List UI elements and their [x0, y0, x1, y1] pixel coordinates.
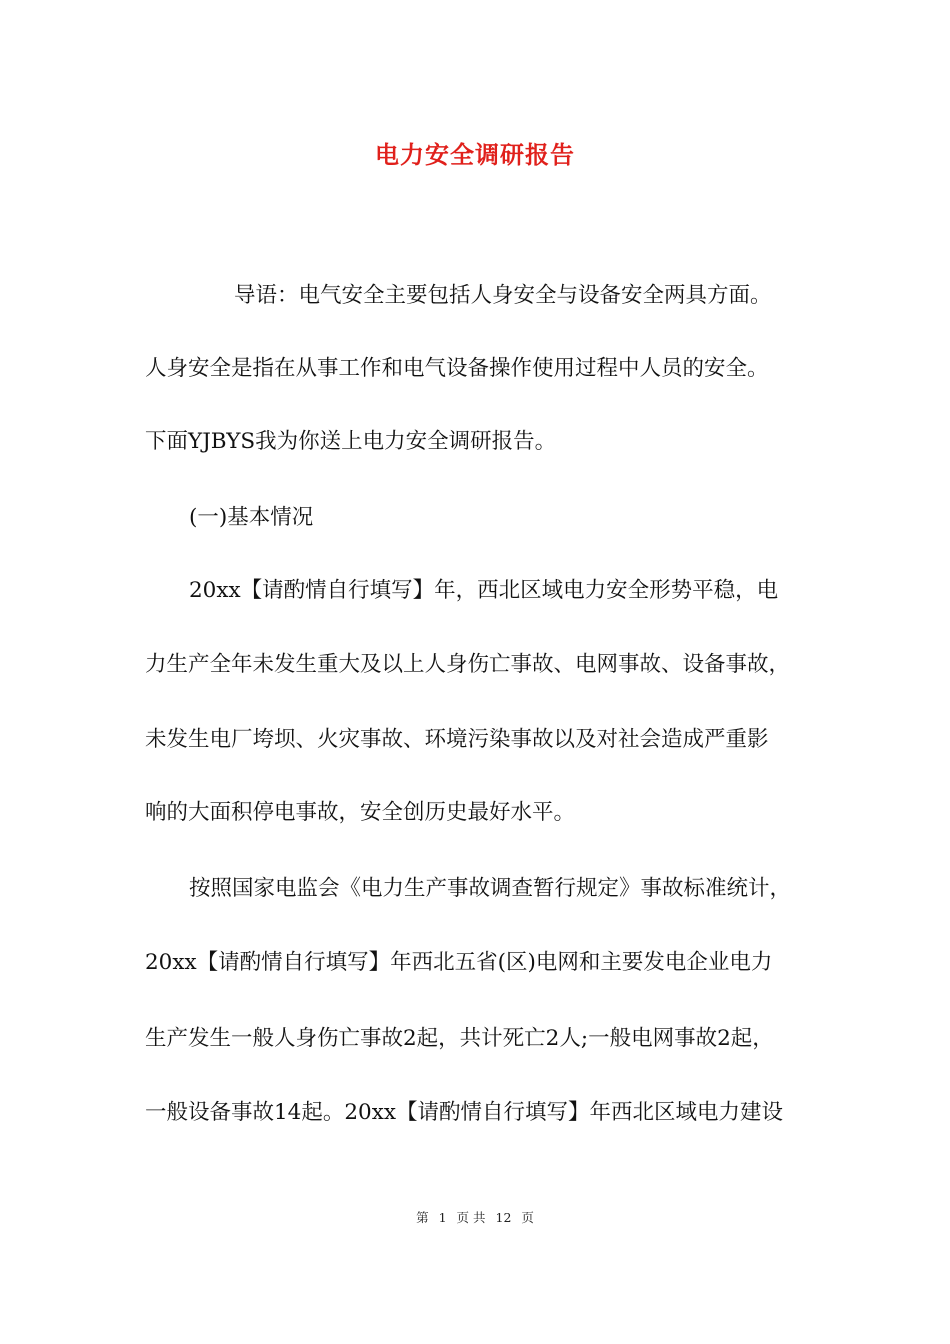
- paragraph-line-11: 生产发生一般人身伤亡事故2起，共计死亡2人;一般电网事故2起，: [145, 1026, 774, 1051]
- paragraph-line-2: 人身安全是指在从事工作和电气设备操作使用过程中人员的安全。: [145, 356, 769, 381]
- paragraph-line-7: 未发生电厂垮坝、火灾事故、环境污染事故以及对社会造成严重影: [145, 727, 769, 752]
- page-footer: [0, 1208, 950, 1228]
- section-heading-basic-situation: (一)基本情况: [189, 505, 314, 530]
- paragraph-line-5: 20xx【请酌情自行填写】年，西北区域电力安全形势平稳，电: [189, 578, 779, 603]
- paragraph-line-8: 响的大面积停电事故，安全创历史最好水平。: [145, 800, 576, 825]
- paragraph-line-10: 20xx【请酌情自行填写】年西北五省(区)电网和主要发电企业电力: [145, 950, 773, 975]
- footer-middle: 页 共: [456, 1210, 486, 1225]
- footer-total-pages: 12: [495, 1210, 512, 1225]
- paragraph-line-1: 导语：电气安全主要包括人身安全与设备安全两具方面。: [234, 283, 772, 308]
- paragraph-line-3: 下面YJBYS我为你送上电力安全调研报告。: [145, 429, 557, 454]
- footer-suffix: 页: [521, 1210, 534, 1225]
- paragraph-line-6: 力生产全年未发生重大及以上人身伤亡事故、电网事故、设备事故，: [145, 652, 791, 677]
- footer-current-page: 1: [438, 1210, 447, 1225]
- paragraph-line-12: 一般设备事故14起。20xx【请酌情自行填写】年西北区域电力建设: [145, 1100, 783, 1125]
- footer-prefix: 第: [416, 1210, 429, 1225]
- paragraph-line-9: 按照国家电监会《电力生产事故调查暂行规定》事故标准统计，: [189, 876, 792, 901]
- document-title: 电力安全调研报告: [375, 140, 575, 169]
